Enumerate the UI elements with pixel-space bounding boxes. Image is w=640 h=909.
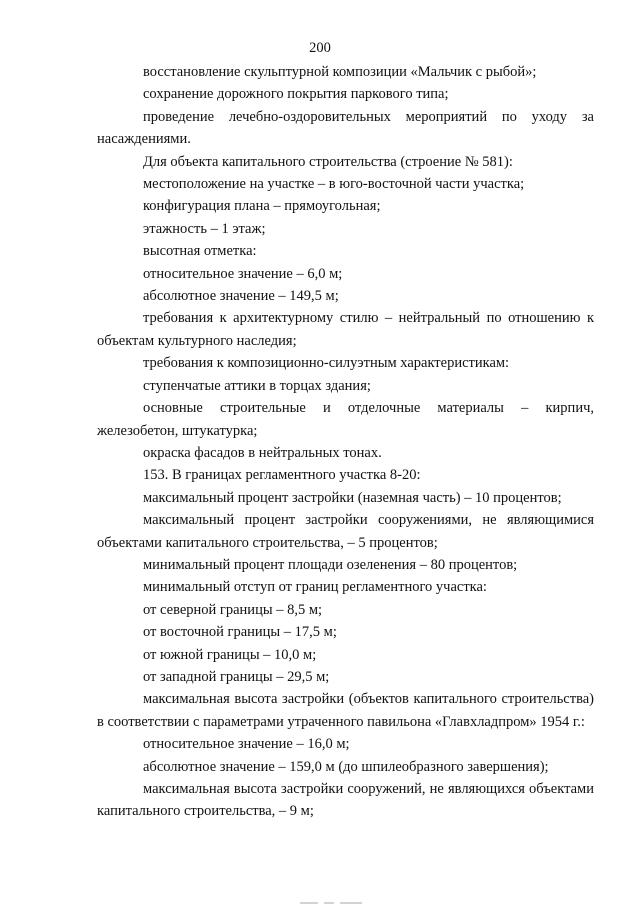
paragraph: от восточной границы – 17,5 м; (143, 624, 337, 641)
paragraph: относительное значение – 6,0 м; (143, 265, 343, 282)
paragraph: максимальная высота застройки сооружений, не являющихся объектами капитального строительства, – 9 м; (97, 781, 594, 820)
paragraph: высотная отметка: (143, 243, 257, 260)
paragraph: окраска фасадов в нейтральных тонах. (143, 444, 382, 461)
page-number: 200 (309, 40, 331, 56)
paragraph: от северной границы – 8,5 м; (143, 601, 323, 618)
paragraph: минимальный процент площади озеленения – 80 процентов; (143, 556, 518, 573)
paragraph: максимальная высота застройки (объектов капитального строительства) в соответствии с параметрами утраченного павильона «Главхладпром» 1954 г.: (97, 691, 594, 730)
paragraph: требования к архитектурному стилю – нейтральный по отношению к объектам культурного наследия; (97, 310, 594, 349)
paragraph: основные строительные и отделочные материалы – кирпич, железобетон, штукатурка; (97, 400, 594, 439)
paragraph: 153. В границах регламентного участка 8-20: (143, 467, 421, 484)
scan-artifact (300, 891, 420, 894)
paragraph: сохранение дорожного покрытия паркового типа; (143, 86, 449, 103)
paragraph: максимальный процент застройки (наземная часть) – 10 процентов; (143, 489, 562, 506)
paragraph: ступенчатые аттики в торцах здания; (143, 377, 371, 394)
paragraph: от южной границы – 10,0 м; (143, 646, 317, 663)
document-body (97, 61, 594, 823)
paragraph: Для объекта капитального строительства (строение № 581): (143, 153, 513, 170)
paragraph: относительное значение – 16,0 м; (143, 736, 350, 753)
paragraph: абсолютное значение – 149,5 м; (143, 288, 339, 305)
paragraph: проведение лечебно-оздоровительных мероприятий по уходу за насаждениями. (97, 108, 594, 148)
paragraph: минимальный отступ от границ регламентного участка: (143, 579, 487, 596)
paragraph: местоположение на участке – в юго-восточной части участка; (143, 176, 525, 193)
paragraph: конфигурация плана – прямоугольная; (143, 198, 381, 215)
paragraph: максимальный процент застройки сооружениями, не являющимися объектами капитального строительства, – 5 процентов; (97, 512, 594, 551)
paragraph: требования к композиционно-силуэтным характеристикам: (143, 355, 510, 372)
paragraph: абсолютное значение – 159,0 м (до шпилеобразного завершения); (143, 758, 549, 775)
paragraph: от западной границы – 29,5 м; (143, 668, 330, 685)
paragraph: восстановление скульптурной композиции «Мальчик с рыбой»; (143, 64, 537, 80)
paragraph: этажность – 1 этаж; (143, 220, 266, 237)
